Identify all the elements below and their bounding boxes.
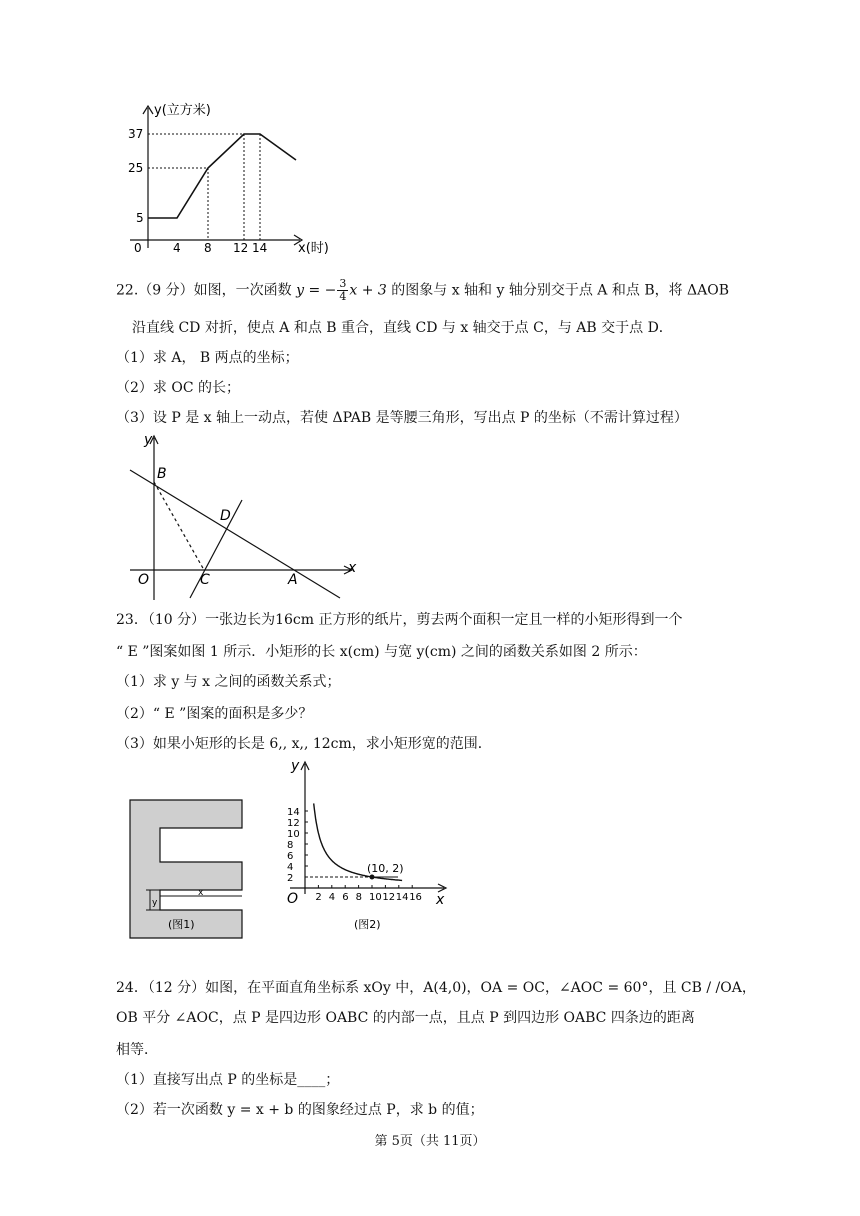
y-tick-label: 12 — [287, 818, 300, 829]
point-10-2 — [370, 875, 375, 880]
q24-line2: OB 平分 ∠AOC，点 P 是四边形 OABC 的内部一点，且点 P 到四边形 OABC 四条边的距离 — [116, 1010, 695, 1026]
fig2-caption: (图2) — [354, 918, 381, 931]
x-tick-label: 16 — [409, 892, 422, 903]
page-footer: 第 5页（共 11页） — [374, 1134, 486, 1149]
fig1-ytick: 5 — [136, 211, 144, 225]
y-tick-label: 4 — [287, 862, 294, 873]
q22-line2: 沿直线 CD 对折，使点 A 和点 B 重合，直线 CD 与 x 轴交于点 C，与 AB 交于点 D． — [132, 320, 673, 336]
q23-part3: （3）如果小矩形的长是 6,, x,, 12cm，求小矩形宽的范围． — [116, 736, 492, 752]
fig1-xtick: 4 — [173, 241, 181, 255]
x-tick-label: 14 — [395, 892, 409, 903]
x-tick-label: 6 — [342, 892, 349, 903]
q22-x-label: x — [348, 560, 357, 576]
fig2-y-label: y — [291, 758, 300, 774]
fig1-caption: (图1) — [168, 918, 195, 931]
fig2-origin: O — [287, 891, 299, 907]
x-tick-label: 10 — [369, 892, 382, 903]
y-tick-label: 10 — [287, 829, 300, 840]
q22-line1: 22.（9 分）如图，一次函数 y = − $\frac{3}{4}$ x + 3 的图象与 x 轴和 y 轴分别交于点 A 和点 B，将 ΔAOB — [116, 277, 730, 303]
point-label: (10, 2) — [367, 862, 404, 875]
fig1-origin: 0 — [134, 241, 142, 255]
q24-part1: （1）直接写出点 P 的坐标是____； — [116, 1072, 340, 1088]
e-shape-y: y — [152, 898, 158, 908]
q22-O-label: O — [138, 572, 150, 588]
q22-B-label: B — [157, 466, 167, 482]
fig1-ytick: 25 — [128, 161, 144, 175]
fig1-ylabel: y(立方米) — [154, 103, 211, 118]
fig1-xtick: 12 — [233, 241, 249, 255]
q23-part2: （2）“ E ”图案的面积是多少？ — [116, 706, 313, 722]
q24-line1: 24．（12 分）如图，在平面直角坐标系 xOy 中，A(4,0)，OA = OC，∠AOC = 60°，且 CB / /OA， — [116, 980, 756, 996]
volume-time-graph — [0, 0, 860, 260]
fig1-xtick: 8 — [204, 241, 212, 255]
fraction: $\frac{3}{4}$ — [339, 277, 347, 303]
q22-D-label: D — [220, 508, 231, 524]
q22-part2: （2）求 OC 的长； — [116, 380, 240, 396]
q22-y-label: y — [144, 432, 153, 448]
y-tick-label: 8 — [287, 840, 294, 851]
q22-A-label: A — [288, 572, 298, 588]
fig2-x-label: x — [436, 892, 445, 908]
y-tick-label: 14 — [287, 807, 300, 818]
q22-part3: （3）设 P 是 x 轴上一动点，若使 ΔPAB 是等腰三角形，写出点 P 的坐标（不需计算过程） — [116, 410, 688, 426]
q23-part1: （1）求 y 与 x 之间的函数关系式； — [116, 674, 341, 690]
x-tick-label: 12 — [382, 892, 396, 903]
fig1-ytick: 37 — [128, 127, 144, 141]
q23-line1: 23．（10 分）一张边长为16cm 正方形的纸片，剪去两个面积一定且一样的小矩形得到一个 — [116, 612, 683, 628]
fig1-xlabel: x(时) — [298, 241, 329, 256]
y-tick-label: 2 — [287, 873, 294, 884]
q22-figure — [0, 430, 860, 630]
x-tick-label: 4 — [328, 892, 336, 903]
q24-part2: （2）若一次函数 y = x + b 的图象经过点 P，求 b 的值； — [116, 1102, 484, 1118]
inverse-graph-figure — [0, 760, 860, 940]
q23-line2: “ E ”图案如图 1 所示．小矩形的长 x(cm) 与宽 y(cm) 之间的函数关系如图 2 所示： — [116, 644, 647, 660]
q22-part1: （1）求 A， B 两点的坐标； — [116, 350, 299, 366]
q22-C-label: C — [200, 572, 210, 588]
x-tick-label: 2 — [315, 892, 322, 903]
e-shape-x: x — [198, 888, 204, 898]
q24-line3: 相等． — [116, 1042, 158, 1058]
fig1-xtick: 14 — [252, 241, 268, 255]
x-tick-label: 8 — [355, 892, 362, 903]
y-tick-label: 6 — [287, 851, 294, 862]
